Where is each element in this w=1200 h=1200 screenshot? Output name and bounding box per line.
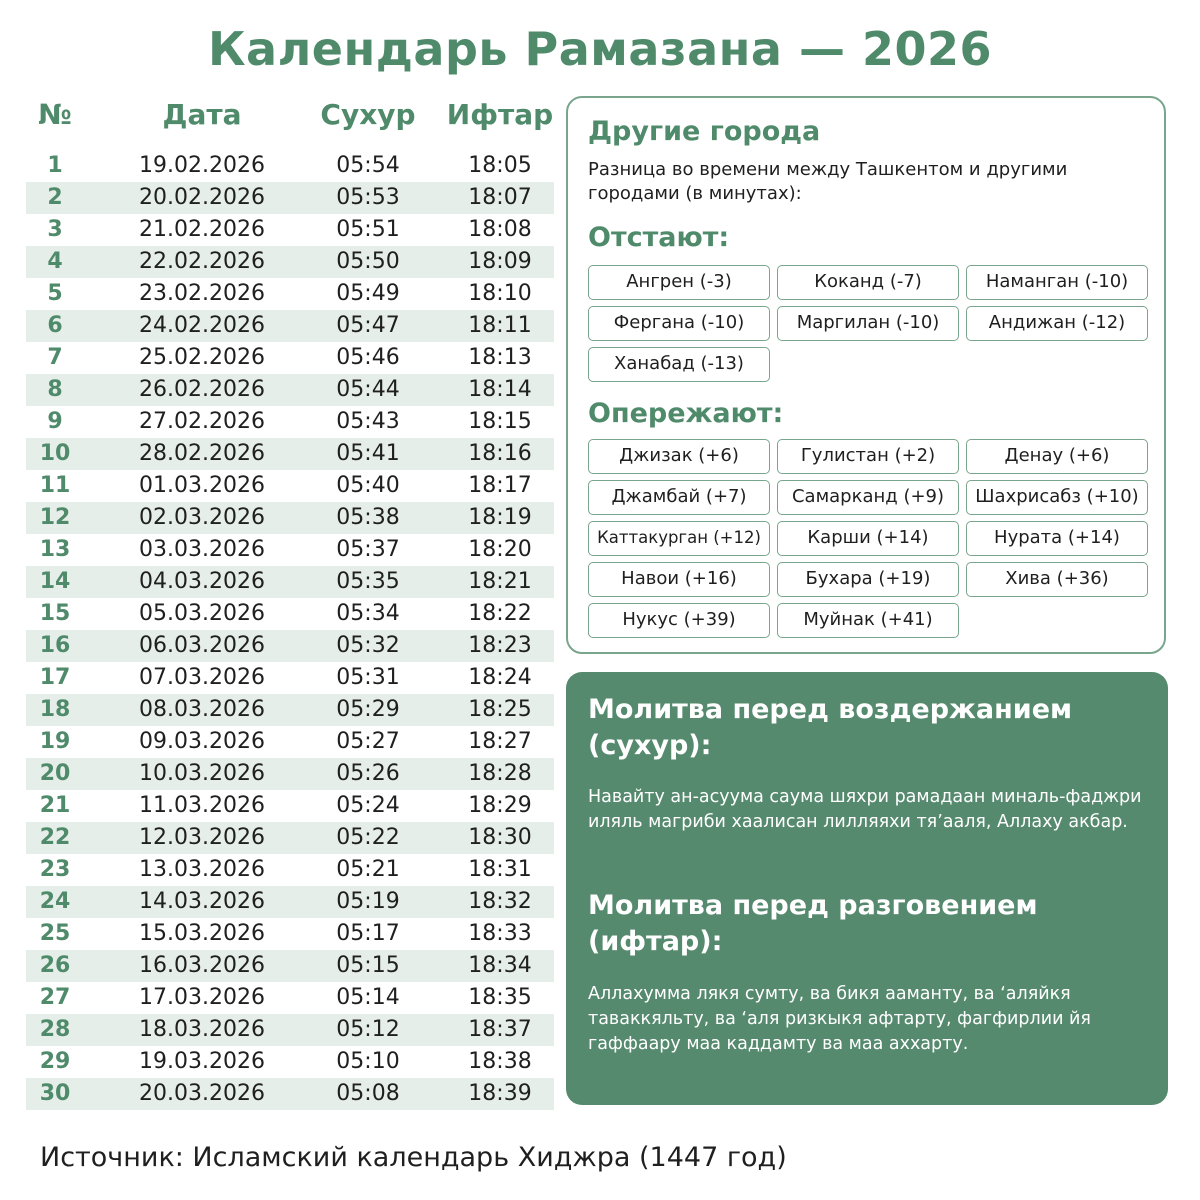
- row-date: 24.02.2026: [139, 313, 265, 338]
- row-date: 27.02.2026: [139, 409, 265, 434]
- table-row: [26, 950, 554, 982]
- table-row: [26, 406, 554, 438]
- row-number: 7: [47, 345, 63, 370]
- row-iftar: 18:19: [468, 505, 532, 530]
- row-iftar: 18:08: [468, 217, 532, 242]
- row-suhoor: 05:54: [336, 153, 400, 178]
- row-date: 28.02.2026: [139, 441, 265, 466]
- row-number: 2: [47, 185, 63, 210]
- row-number: 11: [39, 473, 71, 498]
- row-iftar: 18:23: [468, 633, 532, 658]
- row-suhoor: 05:41: [336, 441, 400, 466]
- table-row: [26, 790, 554, 822]
- city-chip: Бухара (+19): [777, 562, 959, 597]
- table-row: [26, 598, 554, 630]
- row-suhoor: 05:40: [336, 473, 400, 498]
- row-suhoor: 05:21: [336, 857, 400, 882]
- row-date: 26.02.2026: [139, 377, 265, 402]
- row-date: 07.03.2026: [139, 665, 265, 690]
- row-iftar: 18:37: [468, 1017, 532, 1042]
- table-row: [26, 278, 554, 310]
- row-date: 16.03.2026: [139, 953, 265, 978]
- city-chip: Денау (+6): [966, 439, 1148, 474]
- row-number: 14: [39, 569, 71, 594]
- table-row: [26, 982, 554, 1014]
- table-row: [26, 694, 554, 726]
- city-chip: Самарканд (+9): [777, 480, 959, 515]
- table-row: [26, 918, 554, 950]
- row-iftar: 18:07: [468, 185, 532, 210]
- other-cities-panel: [566, 96, 1166, 654]
- row-number: 30: [39, 1081, 71, 1106]
- row-iftar: 18:35: [468, 985, 532, 1010]
- table-row: [26, 150, 554, 182]
- row-suhoor: 05:26: [336, 761, 400, 786]
- row-date: 08.03.2026: [139, 697, 265, 722]
- row-iftar: 18:05: [468, 153, 532, 178]
- row-suhoor: 05:37: [336, 537, 400, 562]
- table-row: [26, 726, 554, 758]
- row-number: 16: [39, 633, 71, 658]
- row-suhoor: 05:08: [336, 1081, 400, 1106]
- table-row: [26, 1046, 554, 1078]
- city-chip: Шахрисабз (+10): [966, 480, 1148, 515]
- table-row: [26, 1014, 554, 1046]
- row-suhoor: 05:49: [336, 281, 400, 306]
- table-header: [26, 96, 554, 146]
- row-iftar: 18:30: [468, 825, 532, 850]
- row-number: 12: [39, 505, 71, 530]
- city-chip: Муйнак (+41): [777, 603, 959, 638]
- row-date: 14.03.2026: [139, 889, 265, 914]
- row-number: 26: [39, 953, 71, 978]
- table-row: [26, 662, 554, 694]
- row-iftar: 18:20: [468, 537, 532, 562]
- header-number: №: [38, 98, 72, 131]
- table-body: [26, 150, 554, 1110]
- row-suhoor: 05:27: [336, 729, 400, 754]
- city-chip: Карши (+14): [777, 521, 959, 556]
- row-suhoor: 05:19: [336, 889, 400, 914]
- row-suhoor: 05:32: [336, 633, 400, 658]
- row-iftar: 18:31: [468, 857, 532, 882]
- iftar-prayer-text: Аллахумма лякя сумту, ва бикя ааманту, ва ‘аляйкя таваккяльту, ва ‘аля ризкыкя афтарту, фагфирлии йя гаффаару маа каддамту ва маа аххарту.: [588, 984, 1091, 1054]
- row-date: 17.03.2026: [139, 985, 265, 1010]
- row-number: 3: [47, 217, 63, 242]
- city-chip: Наманган (-10): [966, 265, 1148, 300]
- row-suhoor: 05:38: [336, 505, 400, 530]
- row-number: 8: [47, 377, 63, 402]
- row-iftar: 18:34: [468, 953, 532, 978]
- row-iftar: 18:27: [468, 729, 532, 754]
- table-row: [26, 566, 554, 598]
- row-number: 20: [39, 761, 71, 786]
- iftar-prayer-heading: Молитва перед разговением (ифтар):: [588, 890, 1038, 957]
- row-iftar: 18:29: [468, 793, 532, 818]
- table-row: [26, 342, 554, 374]
- row-date: 20.02.2026: [139, 185, 265, 210]
- row-date: 18.03.2026: [139, 1017, 265, 1042]
- table-row: [26, 822, 554, 854]
- table-row: [26, 534, 554, 566]
- row-date: 05.03.2026: [139, 601, 265, 626]
- city-chip: Джамбай (+7): [588, 480, 770, 515]
- row-iftar: 18:22: [468, 601, 532, 626]
- row-iftar: 18:25: [468, 697, 532, 722]
- header-suhoor: Сухур: [320, 98, 416, 131]
- page-title: Календарь Рамазана — 2026: [207, 22, 993, 76]
- row-number: 19: [39, 729, 71, 754]
- row-suhoor: 05:51: [336, 217, 400, 242]
- row-iftar: 18:24: [468, 665, 532, 690]
- row-date: 19.03.2026: [139, 1049, 265, 1074]
- row-iftar: 18:17: [468, 473, 532, 498]
- behind-heading: Отстают:: [588, 222, 730, 253]
- row-date: 15.03.2026: [139, 921, 265, 946]
- row-number: 4: [47, 249, 63, 274]
- row-date: 03.03.2026: [139, 537, 265, 562]
- row-iftar: 18:32: [468, 889, 532, 914]
- ahead-heading: Опережают:: [588, 398, 784, 429]
- city-chip: Хива (+36): [966, 562, 1148, 597]
- row-iftar: 18:39: [468, 1081, 532, 1106]
- city-chip: Фергана (-10): [588, 306, 770, 341]
- row-date: 20.03.2026: [139, 1081, 265, 1106]
- row-number: 27: [39, 985, 71, 1010]
- row-suhoor: 05:10: [336, 1049, 400, 1074]
- prayers-panel: [566, 672, 1168, 1105]
- suhoor-prayer-text: Навайту ан-асуума саума шяхри рамадаан миналь-фаджри иляль магриби хаалисан лилляяхи тя’ааля, Аллаху акбар.: [588, 787, 1142, 832]
- table-row: [26, 854, 554, 886]
- row-number: 13: [39, 537, 71, 562]
- row-number: 23: [39, 857, 71, 882]
- row-iftar: 18:11: [468, 313, 532, 338]
- row-number: 9: [47, 409, 63, 434]
- row-date: 19.02.2026: [139, 153, 265, 178]
- row-iftar: 18:10: [468, 281, 532, 306]
- city-chip: Ангрен (-3): [588, 265, 770, 300]
- table-row: [26, 438, 554, 470]
- row-suhoor: 05:29: [336, 697, 400, 722]
- row-date: 02.03.2026: [139, 505, 265, 530]
- row-date: 10.03.2026: [139, 761, 265, 786]
- row-date: 12.03.2026: [139, 825, 265, 850]
- row-date: 25.02.2026: [139, 345, 265, 370]
- row-number: 28: [39, 1017, 71, 1042]
- row-date: 06.03.2026: [139, 633, 265, 658]
- table-row: [26, 1078, 554, 1110]
- row-number: 21: [39, 793, 71, 818]
- row-suhoor: 05:12: [336, 1017, 400, 1042]
- row-number: 15: [39, 601, 71, 626]
- city-chip: Навои (+16): [588, 562, 770, 597]
- source-note: Источник: Исламский календарь Хиджра (1447 год): [40, 1142, 787, 1173]
- city-chip: Джизак (+6): [588, 439, 770, 474]
- city-chip: Гулистан (+2): [777, 439, 959, 474]
- city-chip: Коканд (-7): [777, 265, 959, 300]
- cities-heading: Другие города: [588, 116, 821, 147]
- row-suhoor: 05:22: [336, 825, 400, 850]
- row-suhoor: 05:50: [336, 249, 400, 274]
- table-row: [26, 214, 554, 246]
- row-number: 10: [39, 441, 71, 466]
- table-row: [26, 182, 554, 214]
- row-number: 5: [47, 281, 63, 306]
- table-row: [26, 246, 554, 278]
- row-suhoor: 05:14: [336, 985, 400, 1010]
- row-number: 18: [39, 697, 71, 722]
- header-date: Дата: [162, 98, 242, 131]
- row-number: 24: [39, 889, 71, 914]
- row-iftar: 18:09: [468, 249, 532, 274]
- cities-subtitle: Разница во времени между Ташкентом и другими городами (в минутах):: [588, 159, 1068, 204]
- row-iftar: 18:15: [468, 409, 532, 434]
- table-row: [26, 886, 554, 918]
- ramadan-table: [26, 96, 554, 1106]
- row-date: 04.03.2026: [139, 569, 265, 594]
- row-iftar: 18:16: [468, 441, 532, 466]
- row-date: 11.03.2026: [139, 793, 265, 818]
- row-suhoor: 05:24: [336, 793, 400, 818]
- row-iftar: 18:14: [468, 377, 532, 402]
- row-date: 09.03.2026: [139, 729, 265, 754]
- city-chip: Маргилан (-10): [777, 306, 959, 341]
- table-row: [26, 470, 554, 502]
- row-date: 23.02.2026: [139, 281, 265, 306]
- row-suhoor: 05:43: [336, 409, 400, 434]
- header-iftar: Ифтар: [446, 98, 554, 131]
- suhoor-prayer-heading: Молитва перед воздержанием (сухур):: [588, 694, 1073, 761]
- row-number: 6: [47, 313, 63, 338]
- row-suhoor: 05:44: [336, 377, 400, 402]
- row-suhoor: 05:15: [336, 953, 400, 978]
- row-date: 21.02.2026: [139, 217, 265, 242]
- row-suhoor: 05:35: [336, 569, 400, 594]
- row-suhoor: 05:53: [336, 185, 400, 210]
- row-suhoor: 05:17: [336, 921, 400, 946]
- row-number: 25: [39, 921, 71, 946]
- row-number: 1: [47, 153, 63, 178]
- city-chip: Ханабад (-13): [588, 347, 770, 382]
- row-iftar: 18:21: [468, 569, 532, 594]
- city-chip: Нукус (+39): [588, 603, 770, 638]
- row-suhoor: 05:46: [336, 345, 400, 370]
- city-chip: Нурата (+14): [966, 521, 1148, 556]
- table-row: [26, 630, 554, 662]
- row-iftar: 18:33: [468, 921, 532, 946]
- row-date: 22.02.2026: [139, 249, 265, 274]
- table-row: [26, 374, 554, 406]
- row-suhoor: 05:31: [336, 665, 400, 690]
- row-date: 13.03.2026: [139, 857, 265, 882]
- row-iftar: 18:13: [468, 345, 532, 370]
- city-chip: Каттакурган (+12): [588, 521, 770, 556]
- row-number: 29: [39, 1049, 71, 1074]
- row-suhoor: 05:34: [336, 601, 400, 626]
- row-iftar: 18:28: [468, 761, 532, 786]
- row-date: 01.03.2026: [139, 473, 265, 498]
- table-row: [26, 310, 554, 342]
- row-number: 17: [39, 665, 71, 690]
- row-number: 22: [39, 825, 71, 850]
- row-iftar: 18:38: [468, 1049, 532, 1074]
- row-suhoor: 05:47: [336, 313, 400, 338]
- table-row: [26, 502, 554, 534]
- city-chip: Андижан (-12): [966, 306, 1148, 341]
- table-row: [26, 758, 554, 790]
